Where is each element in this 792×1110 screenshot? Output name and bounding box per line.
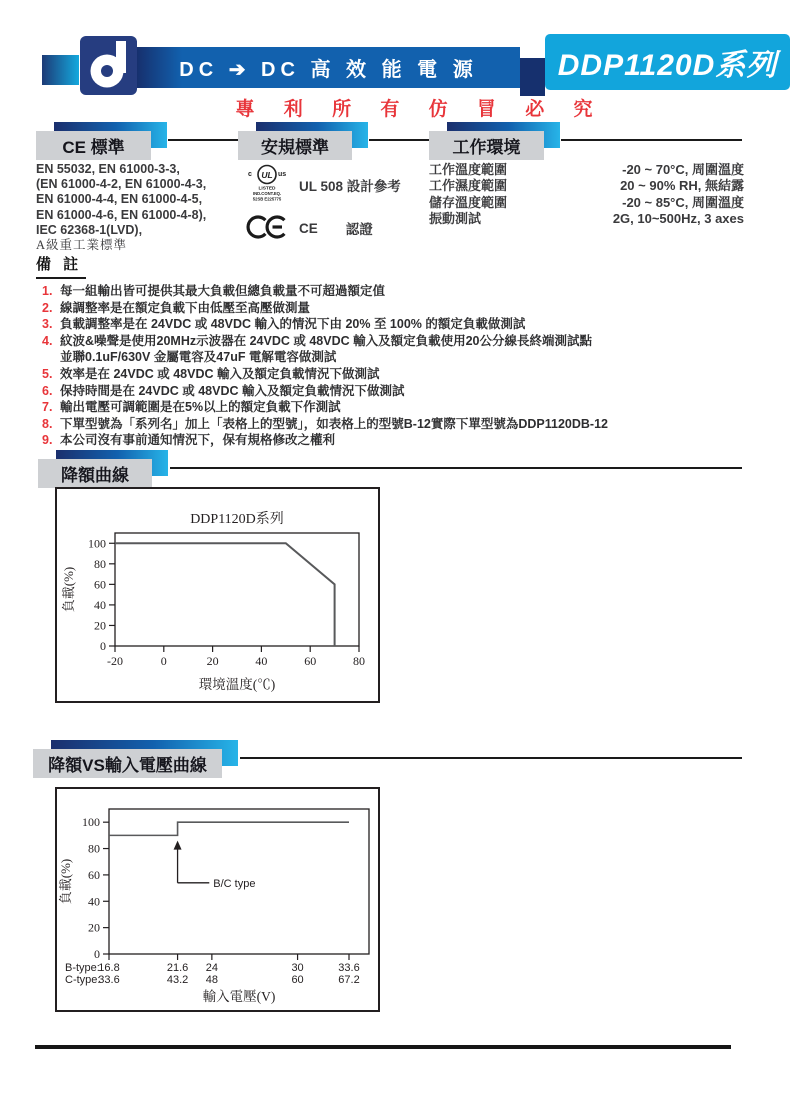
footer-divider bbox=[35, 1045, 731, 1049]
environment-row bbox=[429, 211, 744, 227]
svg-text:24: 24 bbox=[205, 962, 218, 974]
svg-text:環境溫度(℃): 環境溫度(℃) bbox=[198, 677, 276, 692]
note-text: 保持時間是在 24VDC 或 48VDC 輸入及額定負載情況下做測試 bbox=[60, 383, 405, 398]
note-item bbox=[42, 300, 782, 317]
note-number: 4. bbox=[42, 333, 53, 348]
ce-standard-line: EN 61000-4-6, EN 61000-4-8), bbox=[36, 207, 207, 222]
svg-text:80: 80 bbox=[88, 841, 100, 856]
series-badge-text: DDP1120D系列 bbox=[557, 49, 778, 82]
ul-mark-row bbox=[246, 164, 431, 204]
environment-label: 工作濕度範圍 bbox=[429, 178, 508, 194]
svg-text:40: 40 bbox=[255, 654, 268, 668]
header-connector-line bbox=[168, 139, 238, 141]
chart2-svg bbox=[57, 789, 374, 1006]
product-title-bar bbox=[137, 47, 520, 88]
derating-curve-chart bbox=[55, 487, 380, 703]
note-text: 線調整率是在額定負載下由低壓至高壓做測量 bbox=[60, 300, 311, 315]
note-item bbox=[42, 383, 782, 400]
ce-mark-icon bbox=[246, 214, 290, 242]
safety-section-title: 安規標準 bbox=[238, 131, 352, 160]
derating-section-header bbox=[38, 450, 168, 488]
note-text: 並聯0.1uF/630V 金屬電容及47uF 電解電容做測試 bbox=[60, 350, 337, 365]
ce-cert-label: CE bbox=[299, 220, 318, 236]
brand-logo bbox=[80, 36, 137, 95]
svg-text:30: 30 bbox=[291, 962, 304, 974]
svg-text:60: 60 bbox=[304, 654, 317, 668]
chart1-svg bbox=[57, 489, 374, 697]
svg-text:43.2: 43.2 bbox=[166, 974, 189, 986]
derating-vs-input-voltage-chart bbox=[55, 787, 380, 1012]
header-connector-line bbox=[561, 139, 742, 141]
note-item bbox=[42, 399, 782, 416]
svg-text:21.6: 21.6 bbox=[166, 962, 189, 974]
environment-label: 振動測試 bbox=[429, 210, 482, 226]
svg-text:33.6: 33.6 bbox=[98, 974, 120, 986]
environment-row bbox=[429, 195, 744, 211]
ul-mark-ul: UL bbox=[261, 170, 273, 180]
svg-text:20: 20 bbox=[206, 654, 219, 668]
svg-text:負載(%): 負載(%) bbox=[58, 858, 73, 905]
notes-list bbox=[42, 283, 782, 449]
svg-text:0: 0 bbox=[94, 947, 100, 961]
svg-text:0: 0 bbox=[100, 639, 106, 653]
environment-value: -20 ~ 85°C, 周圍溫度 bbox=[622, 194, 744, 210]
notes-title: 備 註 bbox=[36, 253, 86, 279]
environment-value: 2G, 10~500Hz, 3 axes bbox=[612, 210, 744, 226]
svg-text:100: 100 bbox=[82, 815, 100, 830]
note-item bbox=[42, 283, 782, 300]
derating-section-title: 降額曲線 bbox=[38, 459, 152, 488]
note-text: 紋波&噪聲是使用20MHz示波器在 24VDC 或 48VDC 輸入及額定負載使用20公分線長終端測試點 bbox=[60, 333, 593, 348]
series-badge bbox=[545, 34, 790, 90]
header-connector-line bbox=[240, 757, 742, 759]
ce-standards-list bbox=[36, 162, 241, 253]
accent-square bbox=[42, 55, 79, 85]
ce-mark-row bbox=[246, 214, 431, 242]
svg-text:20: 20 bbox=[88, 920, 100, 935]
note-item bbox=[42, 366, 782, 383]
header-connector-line bbox=[369, 139, 429, 141]
note-item bbox=[42, 333, 782, 350]
ce-standard-line: IEC 62368-1(LVD), bbox=[36, 222, 143, 237]
ul-listed-mark-icon bbox=[246, 164, 290, 204]
ce-standard-line: EN 61000-4-4, EN 61000-4-5, bbox=[36, 192, 203, 207]
ul-mark-line: LISTED bbox=[258, 186, 276, 192]
note-text: 每一組輸出皆可提供其最大負載但總負載量不可超過額定值 bbox=[60, 284, 386, 298]
header-connector-line bbox=[170, 467, 742, 469]
ce-standard-line: A級重工業標準 bbox=[36, 238, 128, 253]
svg-text:0: 0 bbox=[160, 654, 167, 668]
ce-standard-line: (EN 61000-4-2, EN 61000-4-3, bbox=[36, 177, 207, 192]
svg-text:B-type:: B-type: bbox=[65, 962, 100, 974]
ul-design-reference-label: UL 508 設計參考 bbox=[299, 179, 401, 194]
ul-mark-c: c bbox=[248, 171, 252, 178]
safety-marks-block bbox=[246, 164, 431, 242]
svg-text:80: 80 bbox=[353, 654, 365, 668]
note-text: 本公司沒有事前通知情況下，保有規格修改之權利 bbox=[60, 433, 336, 448]
svg-text:16.8: 16.8 bbox=[98, 962, 120, 974]
svg-text:40: 40 bbox=[88, 894, 100, 909]
svg-text:33.6: 33.6 bbox=[338, 962, 360, 974]
note-number: 3. bbox=[42, 317, 53, 332]
svg-text:輸入電壓(V): 輸入電壓(V) bbox=[202, 989, 276, 1004]
d-logo-icon bbox=[80, 36, 137, 95]
note-text: 負載調整率是在 24VDC 或 48VDC 輸入的情況下由 20% 至 100% 的額定負載做測試 bbox=[60, 317, 526, 332]
note-item bbox=[42, 416, 782, 433]
ul-mark-line: IND.CONT.EQ. bbox=[252, 191, 282, 196]
note-number: 5. bbox=[42, 366, 53, 381]
svg-text:C-type:: C-type: bbox=[65, 974, 101, 986]
ce-section-title: CE 標準 bbox=[36, 131, 151, 160]
product-title: DC ➔ DC 高 效 能 電 源 bbox=[179, 59, 478, 81]
note-item-continuation bbox=[42, 349, 782, 366]
note-item bbox=[42, 432, 782, 449]
environment-section-header bbox=[429, 122, 560, 160]
note-text: 輸出電壓可調範圍是在5%以上的額定負載下作測試 bbox=[60, 400, 341, 415]
note-number: 6. bbox=[42, 383, 53, 398]
ce-section-header bbox=[36, 122, 167, 160]
note-number: 9. bbox=[42, 433, 53, 448]
note-item bbox=[42, 316, 782, 333]
environment-label: 儲存溫度範圍 bbox=[429, 194, 508, 210]
svg-text:20: 20 bbox=[94, 618, 106, 633]
svg-text:40: 40 bbox=[94, 597, 106, 612]
svg-text:負載(%): 負載(%) bbox=[61, 566, 76, 613]
ce-standard-line: EN 55032, EN 61000-3-3, bbox=[36, 162, 180, 176]
note-number: 7. bbox=[42, 400, 53, 415]
ul-mark-line: 52SB E225775 bbox=[252, 196, 282, 202]
ul-mark-us: us bbox=[278, 171, 287, 178]
safety-section-header bbox=[238, 122, 368, 160]
svg-text:60: 60 bbox=[291, 974, 304, 986]
environment-value: 20 ~ 90% RH, 無結露 bbox=[620, 178, 744, 194]
environment-section-title: 工作環境 bbox=[429, 131, 544, 160]
svg-text:48: 48 bbox=[205, 974, 218, 986]
svg-text:67.2: 67.2 bbox=[338, 974, 360, 986]
svg-text:60: 60 bbox=[94, 577, 106, 592]
svg-text:DDP1120D系列: DDP1120D系列 bbox=[190, 512, 284, 527]
note-text: 效率是在 24VDC 或 48VDC 輸入及額定負載情況下做測試 bbox=[60, 366, 380, 381]
environment-value: -20 ~ 70°C, 周圍溫度 bbox=[622, 162, 744, 177]
svg-text:80: 80 bbox=[94, 556, 106, 571]
environment-label: 工作溫度範圍 bbox=[429, 162, 508, 177]
derating-vs-input-section-title: 降額VS輸入電壓曲線 bbox=[33, 749, 222, 778]
title-bar-end-cap bbox=[520, 58, 545, 96]
note-text: 下單型號為「系列名」加上「表格上的型號」，如表格上的型號B-12實際下單型號為DDP1120DB-12 bbox=[60, 416, 608, 431]
environment-row bbox=[429, 178, 744, 194]
patent-slogan: 專 利 所 有 仿 冒 必 究 bbox=[235, 99, 605, 120]
note-number: 2. bbox=[42, 300, 53, 315]
note-number: 8. bbox=[42, 416, 53, 431]
environment-table bbox=[429, 162, 744, 227]
svg-text:100: 100 bbox=[88, 536, 106, 551]
ce-cert-label2: 認證 bbox=[345, 222, 373, 237]
note-number: 1. bbox=[42, 284, 53, 298]
svg-text:60: 60 bbox=[88, 867, 100, 882]
derating-vs-input-section-header bbox=[33, 740, 238, 778]
svg-text:-20: -20 bbox=[107, 654, 123, 668]
svg-text:B/C type: B/C type bbox=[213, 877, 256, 890]
environment-row bbox=[429, 162, 744, 178]
